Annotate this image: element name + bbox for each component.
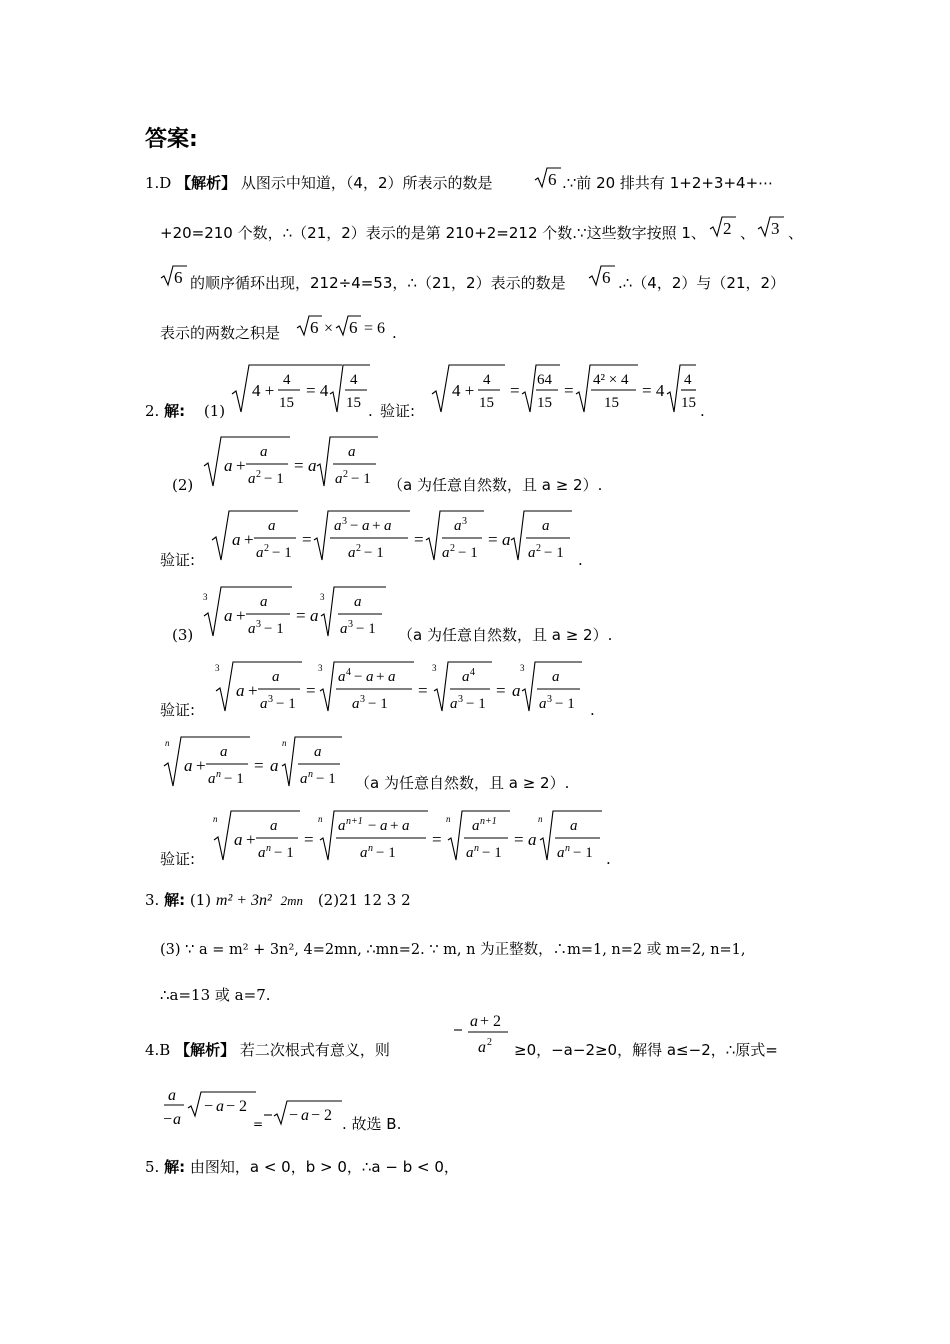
svg-text:+: + <box>236 456 246 475</box>
svg-text:a: a <box>362 518 370 534</box>
svg-text:a: a <box>470 1013 478 1030</box>
svg-text:a: a <box>402 818 410 834</box>
svg-text:=: = <box>418 681 428 700</box>
svg-text:= 4: = 4 <box>642 381 665 400</box>
q3-part1-expression: m² + 3n² <box>215 892 272 909</box>
svg-text:n: n <box>213 814 218 824</box>
q3-line-3: ∴a=13 或 a=7. <box>160 986 271 1004</box>
svg-text:n: n <box>266 843 271 854</box>
q2-part1-label: (1) <box>203 402 226 420</box>
q1-tag: 【解析】 <box>176 174 237 192</box>
svg-text:4 +: 4 + <box>252 381 275 400</box>
svg-text:a: a <box>512 681 521 700</box>
q2-part3-verify-formula <box>214 659 594 717</box>
svg-text:− 1: − 1 <box>264 471 284 487</box>
q1-sqrt3 <box>757 215 785 239</box>
svg-text:= 6: = 6 <box>364 320 386 337</box>
q2-part2-verify-formula <box>210 508 590 569</box>
q1-text-7: .∴（4，2）与（21，2） <box>618 274 786 292</box>
svg-text:a: a <box>528 830 537 849</box>
svg-text:−: − <box>350 518 359 534</box>
svg-text:3: 3 <box>360 694 365 705</box>
q1-text-4: 、 <box>740 224 756 242</box>
svg-text:a: a <box>260 696 268 712</box>
svg-text:+: + <box>248 681 258 700</box>
svg-text:a: a <box>270 818 278 834</box>
svg-text:4: 4 <box>470 667 475 678</box>
svg-text:a: a <box>388 669 396 685</box>
q2-part1-verify-formula <box>430 362 700 418</box>
svg-text:a: a <box>366 669 374 685</box>
q5-number: 5. <box>145 1158 160 1176</box>
q3-number: 3. <box>145 891 160 909</box>
q2-part3-formula <box>202 584 392 642</box>
q1-product-formula <box>296 314 396 340</box>
q2-part1-formula <box>230 362 380 418</box>
svg-text:a: a <box>539 696 547 712</box>
svg-text:a: a <box>272 669 280 685</box>
svg-text:3: 3 <box>432 663 437 673</box>
svg-text:2: 2 <box>723 219 732 238</box>
q1-line-1 <box>145 176 493 191</box>
q4-line-1 <box>145 1043 390 1058</box>
q2-line-1 <box>145 404 225 419</box>
q2-period-2: . <box>700 402 705 420</box>
answer-heading: 答案: <box>145 127 198 152</box>
svg-text:a: a <box>352 696 360 712</box>
svg-text:n: n <box>474 843 479 854</box>
svg-text:− 1: − 1 <box>351 471 371 487</box>
svg-text:=: = <box>302 530 312 549</box>
svg-text:a: a <box>442 545 450 561</box>
svg-text:− 1: − 1 <box>458 545 478 561</box>
svg-text:−: − <box>163 1111 173 1128</box>
svg-text:15: 15 <box>346 395 361 411</box>
svg-text:a: a <box>462 669 470 685</box>
svg-text:− 1: − 1 <box>316 771 336 787</box>
svg-text:− 2: − 2 <box>311 1107 333 1124</box>
svg-text:a: a <box>340 621 348 637</box>
svg-text:a: a <box>472 818 480 834</box>
svg-text:a: a <box>542 518 550 534</box>
q2-condition-3: （a 为任意自然数，且 a ≥ 2）. <box>398 626 613 644</box>
svg-text:a: a <box>528 545 536 561</box>
svg-text:a: a <box>308 456 317 475</box>
q1-sqrt6-b <box>160 264 188 288</box>
svg-text:a: a <box>248 471 256 487</box>
svg-text:− 1: − 1 <box>276 696 296 712</box>
svg-text:a: a <box>256 545 264 561</box>
svg-text:a: a <box>234 830 243 849</box>
svg-text:− 1: − 1 <box>376 845 396 861</box>
q4-condition-formula <box>452 1008 514 1060</box>
q2-period-4: . <box>590 701 595 719</box>
svg-text:3: 3 <box>771 219 780 238</box>
svg-text:a: a <box>360 845 368 861</box>
svg-text:3: 3 <box>520 663 525 673</box>
svg-text:a: a <box>168 1087 176 1104</box>
svg-text:− 2: − 2 <box>226 1098 248 1115</box>
svg-text:a: a <box>348 545 356 561</box>
svg-text:=: = <box>564 381 574 400</box>
q2-condition-2: （a 为任意自然数，且 a ≥ 2）. <box>388 476 603 494</box>
q1-number: 1.D <box>145 174 172 192</box>
q2-general-formula <box>162 734 352 792</box>
svg-text:6: 6 <box>349 318 358 337</box>
svg-text:a: a <box>232 530 241 549</box>
svg-text:2: 2 <box>487 1037 492 1048</box>
svg-text:a: a <box>184 756 193 775</box>
svg-text:4: 4 <box>346 667 351 678</box>
svg-text:−: − <box>368 818 377 834</box>
svg-text:+: + <box>390 818 399 834</box>
svg-text:− 1: − 1 <box>466 696 486 712</box>
q3-part2-values: (2)21 12 3 2 <box>317 891 411 909</box>
svg-text:3: 3 <box>462 516 467 527</box>
svg-text:− 1: − 1 <box>356 621 376 637</box>
svg-text:a: a <box>224 606 233 625</box>
q4-number: 4.B <box>145 1041 171 1059</box>
svg-text:a: a <box>268 518 276 534</box>
svg-text:6: 6 <box>548 170 557 189</box>
q2-part2-label: (2) <box>172 476 194 494</box>
svg-text:4 +: 4 + <box>452 381 475 400</box>
svg-text:3: 3 <box>320 592 325 602</box>
svg-text:a: a <box>314 744 322 760</box>
svg-text:a: a <box>380 818 388 834</box>
svg-text:=: = <box>514 830 524 849</box>
svg-text:=: = <box>306 681 316 700</box>
svg-text:n: n <box>446 814 451 824</box>
svg-text:−: − <box>289 1107 299 1124</box>
svg-text:a: a <box>216 1098 224 1115</box>
svg-text:4: 4 <box>283 372 291 388</box>
svg-text:a: a <box>335 471 343 487</box>
svg-text:a: a <box>354 594 362 610</box>
svg-text:15: 15 <box>479 395 494 411</box>
svg-text:a: a <box>220 744 228 760</box>
svg-text:a: a <box>570 818 578 834</box>
svg-text:n: n <box>282 738 287 748</box>
svg-text:=: = <box>488 530 498 549</box>
svg-text:2: 2 <box>356 543 361 554</box>
q4-text-4: . 故选 B. <box>342 1115 402 1133</box>
svg-text:+ 2: + 2 <box>480 1013 502 1030</box>
svg-text:− 1: − 1 <box>364 545 384 561</box>
svg-text:3: 3 <box>458 694 463 705</box>
svg-text:2: 2 <box>450 543 455 554</box>
svg-text:2: 2 <box>343 469 348 480</box>
q1-text-8: 表示的两数之积是 <box>160 324 281 342</box>
svg-text:3: 3 <box>268 694 273 705</box>
svg-text:3: 3 <box>256 619 261 630</box>
q5-line-1 <box>145 1160 459 1175</box>
svg-text:64: 64 <box>537 372 552 388</box>
svg-text:a: a <box>454 518 462 534</box>
q4-fraction-formula <box>160 1082 260 1132</box>
svg-text:− 1: − 1 <box>368 696 388 712</box>
q5-text-1: 由图知，a < 0，b > 0，∴a − b < 0， <box>189 1158 459 1176</box>
q2-general-verify-formula <box>212 808 612 866</box>
svg-text:=: = <box>496 681 506 700</box>
q2-tag: 解: <box>164 402 186 420</box>
svg-text:6: 6 <box>174 268 183 287</box>
svg-text:+: + <box>196 756 206 775</box>
svg-text:+: + <box>246 830 256 849</box>
svg-text:n: n <box>565 843 570 854</box>
svg-text:=: = <box>296 606 306 625</box>
svg-text:=: = <box>304 830 314 849</box>
svg-text:a: a <box>338 669 346 685</box>
q3-tag: 解: <box>164 891 186 909</box>
svg-text:4: 4 <box>350 372 358 388</box>
svg-text:= 4: = 4 <box>306 381 329 400</box>
svg-text:2: 2 <box>264 543 269 554</box>
q5-tag: 解: <box>164 1158 186 1176</box>
q1-text-2: .∵前 20 排共有 1+2+3+4+⋯ <box>562 174 774 192</box>
q1-text-9: . <box>392 324 397 342</box>
svg-text:a: a <box>310 606 319 625</box>
svg-text:n: n <box>538 814 543 824</box>
svg-text:a: a <box>466 845 474 861</box>
q1-text-6: 的顺序循环出现，212÷4=53，∴（21，2）表示的数是 <box>190 274 566 292</box>
svg-text:6: 6 <box>602 268 611 287</box>
svg-text:− 1: − 1 <box>274 845 294 861</box>
q3-line-2: (3) ∵ a = m² + 3n², 4=2mn, ∴mn=2. ∵ m, n 为正整数，∴m=1, n=2 或 m=2, n=1, <box>160 942 746 958</box>
svg-text:+: + <box>376 669 385 685</box>
q2-period-3: . <box>578 551 583 569</box>
svg-text:n: n <box>308 769 313 780</box>
svg-text:15: 15 <box>537 395 552 411</box>
q2-period-5: . <box>606 850 611 868</box>
svg-text:3: 3 <box>203 592 208 602</box>
q2-verify-3: 验证: <box>160 701 196 719</box>
svg-text:×: × <box>324 320 334 337</box>
svg-text:n: n <box>165 738 170 748</box>
svg-text:− 1: − 1 <box>264 621 284 637</box>
svg-text:− 1: − 1 <box>544 545 564 561</box>
svg-text:a: a <box>384 518 392 534</box>
svg-text:15: 15 <box>681 395 696 411</box>
svg-text:a: a <box>338 818 346 834</box>
q4-text-3: = <box>253 1117 264 1131</box>
svg-text:3: 3 <box>342 516 347 527</box>
svg-text:−: − <box>354 669 363 685</box>
svg-text:a: a <box>248 621 256 637</box>
svg-text:15: 15 <box>604 395 619 411</box>
svg-text:− 1: − 1 <box>224 771 244 787</box>
svg-text:2: 2 <box>536 543 541 554</box>
svg-text:a: a <box>334 518 342 534</box>
svg-text:a: a <box>450 696 458 712</box>
svg-text:+: + <box>244 530 254 549</box>
svg-text:a: a <box>173 1111 181 1128</box>
q2-period-1: . <box>368 402 373 420</box>
svg-text:+: + <box>236 606 246 625</box>
svg-text:a: a <box>270 756 279 775</box>
svg-text:a: a <box>300 771 308 787</box>
q1-text-5: 、 <box>788 224 804 242</box>
svg-text:2: 2 <box>256 469 261 480</box>
q2-number: 2. <box>145 402 160 420</box>
svg-text:4² × 4: 4² × 4 <box>593 372 629 388</box>
q4-text-2: ≥0，−a−2≥0，解得 a≤−2，∴原式= <box>514 1041 778 1059</box>
svg-text:3: 3 <box>215 663 220 673</box>
svg-text:a: a <box>208 771 216 787</box>
svg-text:a: a <box>260 444 268 460</box>
q2-condition-general: （a 为任意自然数，且 a ≥ 2）. <box>355 774 570 792</box>
svg-text:a: a <box>258 845 266 861</box>
svg-text:a: a <box>478 1039 486 1056</box>
svg-text:a: a <box>224 456 233 475</box>
svg-text:4: 4 <box>483 372 491 388</box>
svg-text:=: = <box>510 381 520 400</box>
q2-verify-4: 验证: <box>160 850 196 868</box>
svg-text:4: 4 <box>684 372 692 388</box>
q3-part1-term: 2mn <box>280 893 304 908</box>
svg-text:n: n <box>216 769 221 780</box>
svg-text:+: + <box>372 518 381 534</box>
svg-text:− 1: − 1 <box>272 545 292 561</box>
q2-verify-1: 验证: <box>380 402 416 420</box>
svg-text:a: a <box>260 594 268 610</box>
q1-text-3: +20=210 个数，∴（21，2）表示的是第 210+2=212 个数.∵这些数字按照 1、 <box>160 224 706 242</box>
svg-text:a: a <box>557 845 565 861</box>
svg-text:n: n <box>318 814 323 824</box>
q2-verify-2: 验证: <box>160 551 196 569</box>
svg-text:− 1: − 1 <box>555 696 575 712</box>
svg-text:6: 6 <box>310 318 319 337</box>
svg-text:−: − <box>204 1098 214 1115</box>
svg-text:n+1: n+1 <box>346 816 363 827</box>
svg-text:15: 15 <box>279 395 294 411</box>
svg-text:=: = <box>294 456 304 475</box>
svg-text:− 1: − 1 <box>573 845 593 861</box>
svg-text:a: a <box>348 444 356 460</box>
q1-sqrt6-c <box>588 264 616 288</box>
svg-text:a: a <box>301 1107 309 1124</box>
svg-text:n+1: n+1 <box>480 816 497 827</box>
svg-text:=: = <box>254 756 264 775</box>
q1-text-1: 从图示中知道，（4，2）所表示的数是 <box>240 174 493 192</box>
svg-text:=: = <box>432 830 442 849</box>
svg-text:3: 3 <box>348 619 353 630</box>
svg-text:=: = <box>414 530 424 549</box>
q4-tag: 【解析】 <box>175 1041 236 1059</box>
q2-part3-label: (3) <box>172 626 194 644</box>
q2-part2-formula <box>202 434 387 492</box>
svg-text:n: n <box>368 843 373 854</box>
q1-sqrt2 <box>709 215 737 239</box>
svg-text:− 1: − 1 <box>482 845 502 861</box>
q3-part1-label: (1) <box>189 891 212 909</box>
q3-line-1 <box>145 893 411 909</box>
svg-text:a: a <box>236 681 245 700</box>
svg-text:a: a <box>502 530 511 549</box>
q4-result-formula <box>262 1098 342 1132</box>
q4-text-1: 若二次根式有意义，则 <box>239 1041 390 1059</box>
svg-text:3: 3 <box>318 663 323 673</box>
q1-sqrt6-a <box>534 166 562 190</box>
svg-text:a: a <box>552 669 560 685</box>
svg-text:3: 3 <box>547 694 552 705</box>
